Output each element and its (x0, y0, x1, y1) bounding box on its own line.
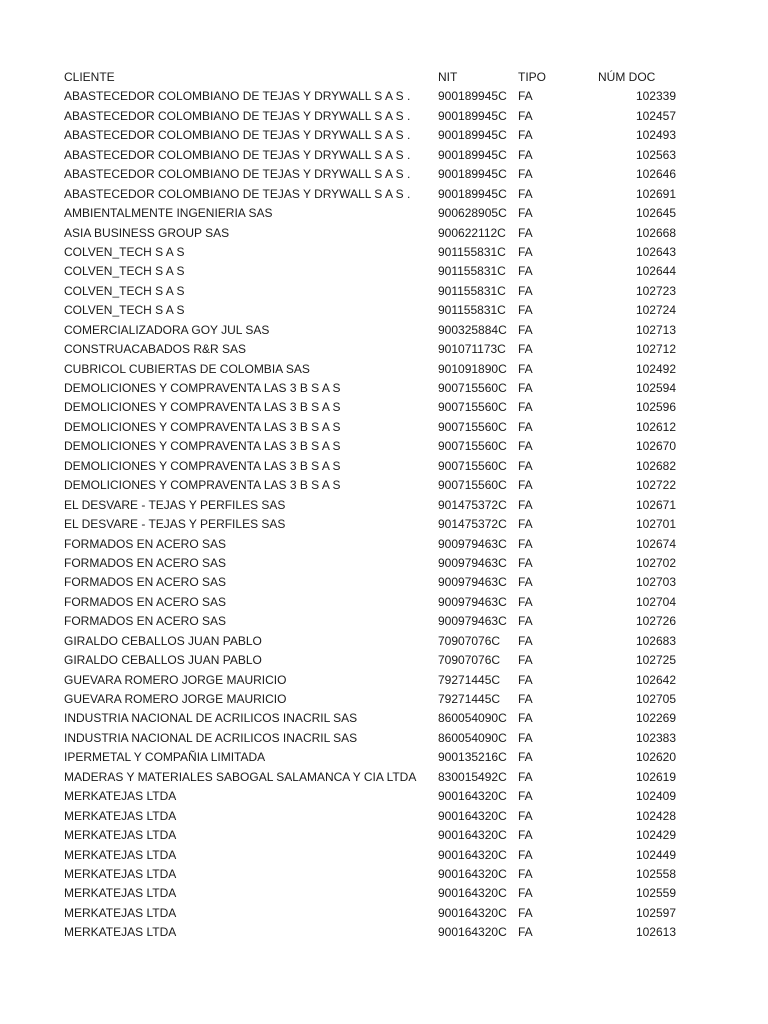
cell-cliente: DEMOLICIONES Y COMPRAVENTA LAS 3 B S A S (64, 419, 341, 434)
cell-tipo: FA (518, 847, 533, 862)
table-row (64, 185, 704, 204)
cell-tipo: FA (518, 108, 533, 123)
cell-nit: 901155831C (438, 264, 506, 279)
cell-num-doc: 102674 (635, 536, 676, 551)
cell-cliente: GIRALDO CEBALLOS JUAN PABLO (64, 653, 262, 668)
table-row (64, 612, 704, 631)
cell-nit: 900715560C (438, 419, 507, 434)
cell-num-doc: 102597 (635, 905, 676, 920)
cell-nit: 900325884C (438, 322, 507, 337)
cell-num-doc: 102645 (635, 206, 676, 221)
cell-tipo: FA (518, 147, 533, 162)
cell-num-doc: 102449 (635, 847, 676, 862)
table-row (64, 768, 704, 787)
cell-num-doc: 102704 (635, 594, 676, 609)
table-row (64, 224, 704, 243)
table-row (64, 107, 704, 126)
table-body (64, 87, 704, 942)
cell-tipo: FA (518, 167, 533, 182)
cell-tipo: FA (518, 186, 533, 201)
cell-cliente: ABASTECEDOR COLOMBIANO DE TEJAS Y DRYWALL S A S . (64, 186, 411, 201)
cell-cliente: MERKATEJAS LTDA (64, 925, 177, 940)
cell-tipo: FA (518, 478, 533, 493)
cell-cliente: GIRALDO CEBALLOS JUAN PABLO (64, 633, 262, 648)
cell-num-doc: 102712 (635, 342, 676, 357)
cell-cliente: COLVEN_TECH S A S (64, 264, 185, 279)
table-row (64, 593, 704, 612)
cell-tipo: FA (518, 886, 533, 901)
cell-nit: 900979463C (438, 594, 507, 609)
cell-cliente: DEMOLICIONES Y COMPRAVENTA LAS 3 B S A S (64, 478, 341, 493)
cell-num-doc: 102670 (635, 439, 676, 454)
cell-nit: 900715560C (438, 439, 507, 454)
table-row (64, 923, 704, 942)
cell-nit: 70907076C (438, 633, 501, 648)
cell-nit: 900715560C (438, 458, 507, 473)
table-row (64, 748, 704, 767)
cell-cliente: MERKATEJAS LTDA (64, 847, 177, 862)
cell-tipo: FA (518, 322, 533, 337)
cell-num-doc: 102644 (635, 264, 676, 279)
cell-nit: 900715560C (438, 381, 507, 395)
table-row (64, 846, 704, 865)
cell-num-doc: 102722 (635, 478, 676, 493)
cell-num-doc: 102493 (635, 128, 676, 143)
cell-tipo: FA (518, 400, 533, 415)
client-document-table (64, 68, 704, 943)
cell-num-doc: 102691 (635, 186, 676, 201)
cell-cliente: MERKATEJAS LTDA (64, 828, 177, 843)
cell-cliente: FORMADOS EN ACERO SAS (64, 536, 227, 551)
cell-num-doc: 102457 (635, 108, 676, 123)
cell-cliente: COLVEN_TECH S A S (64, 283, 185, 298)
table-row (64, 632, 704, 651)
cell-num-doc: 102702 (635, 555, 676, 570)
header-tipo: TIPO (518, 70, 547, 84)
cell-num-doc: 102409 (635, 789, 676, 804)
cell-cliente: EL DESVARE - TEJAS Y PERFILES SAS (64, 497, 286, 512)
cell-nit: 900622112C (438, 225, 506, 240)
cell-cliente: MERKATEJAS LTDA (64, 905, 177, 920)
cell-tipo: FA (518, 419, 533, 434)
cell-nit: 900164320C (438, 905, 507, 920)
table-row (64, 321, 704, 340)
table-row (64, 787, 704, 806)
table-row (64, 709, 704, 728)
table-row (64, 457, 704, 476)
cell-num-doc: 102492 (635, 361, 676, 376)
table-row (64, 204, 704, 223)
cell-num-doc: 102683 (635, 633, 676, 648)
cell-num-doc: 102429 (635, 828, 676, 843)
table-row (64, 554, 704, 573)
cell-nit: 900189945C (438, 186, 507, 201)
cell-cliente: INDUSTRIA NACIONAL DE ACRILICOS INACRIL SAS (64, 711, 358, 726)
cell-tipo: FA (518, 244, 533, 259)
cell-tipo: FA (518, 303, 533, 318)
cell-tipo: FA (518, 789, 533, 804)
table-header-row (64, 68, 704, 87)
cell-tipo: FA (518, 497, 533, 512)
cell-tipo: FA (518, 206, 533, 221)
cell-num-doc: 102701 (635, 517, 676, 532)
cell-cliente: EL DESVARE - TEJAS Y PERFILES SAS (64, 517, 286, 532)
cell-cliente: MERKATEJAS LTDA (64, 789, 177, 804)
table-row (64, 340, 704, 359)
cell-num-doc: 102612 (635, 419, 676, 434)
cell-cliente: ABASTECEDOR COLOMBIANO DE TEJAS Y DRYWALL S A S . (64, 108, 411, 123)
cell-nit: 900189945C (438, 108, 507, 123)
cell-num-doc: 102726 (635, 614, 676, 629)
cell-tipo: FA (518, 439, 533, 454)
table-row (64, 904, 704, 923)
cell-tipo: FA (518, 711, 533, 726)
cell-cliente: MADERAS Y MATERIALES SABOGAL SALAMANCA Y CIA LTDA (64, 769, 417, 784)
cell-nit: 70907076C (438, 653, 501, 668)
cell-nit: 900164320C (438, 789, 507, 804)
cell-cliente: ASIA BUSINESS GROUP SAS (64, 225, 230, 240)
cell-num-doc: 102383 (635, 730, 676, 745)
cell-tipo: FA (518, 381, 533, 395)
cell-num-doc: 102713 (635, 322, 676, 337)
cell-num-doc: 102723 (635, 283, 676, 298)
table-row (64, 884, 704, 903)
cell-cliente: DEMOLICIONES Y COMPRAVENTA LAS 3 B S A S (64, 458, 341, 473)
cell-tipo: FA (518, 925, 533, 940)
cell-cliente: GUEVARA ROMERO JORGE MAURICIO (64, 692, 287, 706)
cell-cliente: CONSTRUACABADOS R&R SAS (64, 342, 247, 357)
cell-nit: 830015492C (438, 769, 507, 784)
cell-cliente: FORMADOS EN ACERO SAS (64, 575, 227, 590)
table-row (64, 360, 704, 379)
cell-num-doc: 102558 (635, 866, 676, 881)
table-row (64, 146, 704, 165)
cell-nit: 79271445C (438, 692, 501, 706)
cell-nit: 860054090C (438, 730, 507, 745)
cell-nit: 900189945C (438, 128, 507, 143)
table-row (64, 535, 704, 554)
table-row (64, 418, 704, 437)
cell-nit: 901475372C (438, 517, 507, 532)
cell-tipo: FA (518, 692, 533, 706)
cell-cliente: DEMOLICIONES Y COMPRAVENTA LAS 3 B S A S (64, 381, 341, 395)
cell-tipo: FA (518, 536, 533, 551)
cell-nit: 900979463C (438, 614, 507, 629)
cell-tipo: FA (518, 283, 533, 298)
table-row (64, 515, 704, 534)
cell-tipo: FA (518, 672, 533, 687)
cell-cliente: ABASTECEDOR COLOMBIANO DE TEJAS Y DRYWALL S A S . (64, 89, 411, 104)
cell-nit: 901155831C (438, 283, 506, 298)
table-row (64, 398, 704, 417)
cell-num-doc: 102269 (635, 711, 676, 726)
cell-num-doc: 102613 (635, 925, 676, 940)
table-row (64, 671, 704, 690)
cell-nit: 900164320C (438, 925, 507, 940)
cell-cliente: MERKATEJAS LTDA (64, 886, 177, 901)
cell-num-doc: 102682 (635, 458, 676, 473)
cell-cliente: DEMOLICIONES Y COMPRAVENTA LAS 3 B S A S (64, 400, 341, 415)
cell-cliente: FORMADOS EN ACERO SAS (64, 555, 227, 570)
header-cliente: CLIENTE (64, 70, 115, 84)
cell-tipo: FA (518, 128, 533, 143)
cell-tipo: FA (518, 730, 533, 745)
cell-nit: 901091890C (438, 361, 507, 376)
cell-num-doc: 102339 (635, 89, 676, 104)
cell-tipo: FA (518, 342, 533, 357)
cell-nit: 900715560C (438, 400, 507, 415)
cell-tipo: FA (518, 808, 533, 823)
cell-num-doc: 102642 (635, 672, 676, 687)
table-row (64, 262, 704, 281)
cell-nit: 901475372C (438, 497, 507, 512)
table-row (64, 826, 704, 845)
cell-tipo: FA (518, 905, 533, 920)
cell-cliente: DEMOLICIONES Y COMPRAVENTA LAS 3 B S A S (64, 439, 341, 454)
cell-nit: 900189945C (438, 147, 507, 162)
cell-cliente: ABASTECEDOR COLOMBIANO DE TEJAS Y DRYWALL S A S . (64, 167, 411, 182)
table-row (64, 690, 704, 709)
cell-tipo: FA (518, 594, 533, 609)
table-row (64, 476, 704, 495)
table-row (64, 301, 704, 320)
cell-cliente: COLVEN_TECH S A S (64, 244, 185, 259)
cell-nit: 860054090C (438, 711, 507, 726)
cell-cliente: FORMADOS EN ACERO SAS (64, 594, 227, 609)
table-row (64, 496, 704, 515)
cell-num-doc: 102428 (635, 808, 676, 823)
cell-num-doc: 102559 (635, 886, 676, 901)
table-row (64, 729, 704, 748)
cell-cliente: IPERMETAL Y COMPAÑIA LIMITADA (64, 750, 266, 765)
cell-nit: 900189945C (438, 89, 507, 104)
cell-tipo: FA (518, 517, 533, 532)
cell-cliente: INDUSTRIA NACIONAL DE ACRILICOS INACRIL SAS (64, 730, 358, 745)
cell-tipo: FA (518, 361, 533, 376)
cell-tipo: FA (518, 653, 533, 668)
cell-nit: 900164320C (438, 847, 507, 862)
cell-nit: 900979463C (438, 575, 507, 590)
cell-nit: 900164320C (438, 866, 507, 881)
table-row (64, 165, 704, 184)
cell-cliente: MERKATEJAS LTDA (64, 808, 177, 823)
cell-num-doc: 102620 (635, 750, 676, 765)
table-row (64, 379, 704, 398)
header-num-doc: NÚM DOC (598, 70, 656, 84)
cell-num-doc: 102643 (635, 244, 676, 259)
cell-num-doc: 102724 (635, 303, 676, 318)
cell-nit: 79271445C (438, 672, 501, 687)
cell-num-doc: 102668 (635, 225, 676, 240)
cell-tipo: FA (518, 614, 533, 629)
cell-num-doc: 102725 (635, 653, 676, 668)
cell-nit: 900135216C (438, 750, 507, 765)
cell-cliente: AMBIENTALMENTE INGENIERIA SAS (64, 206, 273, 221)
cell-nit: 900164320C (438, 828, 507, 843)
cell-num-doc: 102646 (635, 167, 676, 182)
cell-tipo: FA (518, 555, 533, 570)
cell-num-doc: 102705 (635, 692, 676, 706)
cell-cliente: ABASTECEDOR COLOMBIANO DE TEJAS Y DRYWALL S A S . (64, 128, 411, 143)
cell-cliente: GUEVARA ROMERO JORGE MAURICIO (64, 672, 287, 687)
cell-num-doc: 102619 (635, 769, 676, 784)
table-row (64, 651, 704, 670)
cell-tipo: FA (518, 575, 533, 590)
table-row (64, 573, 704, 592)
table-row (64, 243, 704, 262)
table-row (64, 437, 704, 456)
cell-tipo: FA (518, 750, 533, 765)
cell-nit: 901155831C (438, 303, 506, 318)
table-row (64, 126, 704, 145)
table-row (64, 87, 704, 106)
cell-num-doc: 102563 (635, 147, 676, 162)
cell-tipo: FA (518, 633, 533, 648)
cell-cliente: COMERCIALIZADORA GOY JUL SAS (64, 322, 270, 337)
cell-tipo: FA (518, 769, 533, 784)
cell-nit: 901071173C (438, 342, 506, 357)
cell-tipo: FA (518, 225, 533, 240)
cell-nit: 900715560C (438, 478, 507, 493)
cell-nit: 900189945C (438, 167, 507, 182)
table-row (64, 865, 704, 884)
cell-cliente: COLVEN_TECH S A S (64, 303, 185, 318)
cell-num-doc: 102596 (635, 400, 676, 415)
cell-nit: 900164320C (438, 808, 507, 823)
cell-num-doc: 102703 (635, 575, 676, 590)
table-row (64, 807, 704, 826)
cell-nit: 901155831C (438, 244, 506, 259)
cell-tipo: FA (518, 89, 533, 104)
cell-cliente: CUBRICOL CUBIERTAS DE COLOMBIA SAS (64, 361, 310, 376)
cell-tipo: FA (518, 866, 533, 881)
cell-num-doc: 102594 (635, 381, 676, 395)
cell-cliente: ABASTECEDOR COLOMBIANO DE TEJAS Y DRYWALL S A S . (64, 147, 411, 162)
cell-nit: 900164320C (438, 886, 507, 901)
cell-tipo: FA (518, 264, 533, 279)
cell-nit: 900979463C (438, 536, 507, 551)
table-row (64, 282, 704, 301)
header-nit: NIT (438, 70, 458, 84)
cell-tipo: FA (518, 458, 533, 473)
cell-nit: 900979463C (438, 555, 507, 570)
cell-cliente: FORMADOS EN ACERO SAS (64, 614, 227, 629)
cell-cliente: MERKATEJAS LTDA (64, 866, 177, 881)
cell-nit: 900628905C (438, 206, 507, 221)
cell-num-doc: 102671 (635, 497, 676, 512)
cell-tipo: FA (518, 828, 533, 843)
